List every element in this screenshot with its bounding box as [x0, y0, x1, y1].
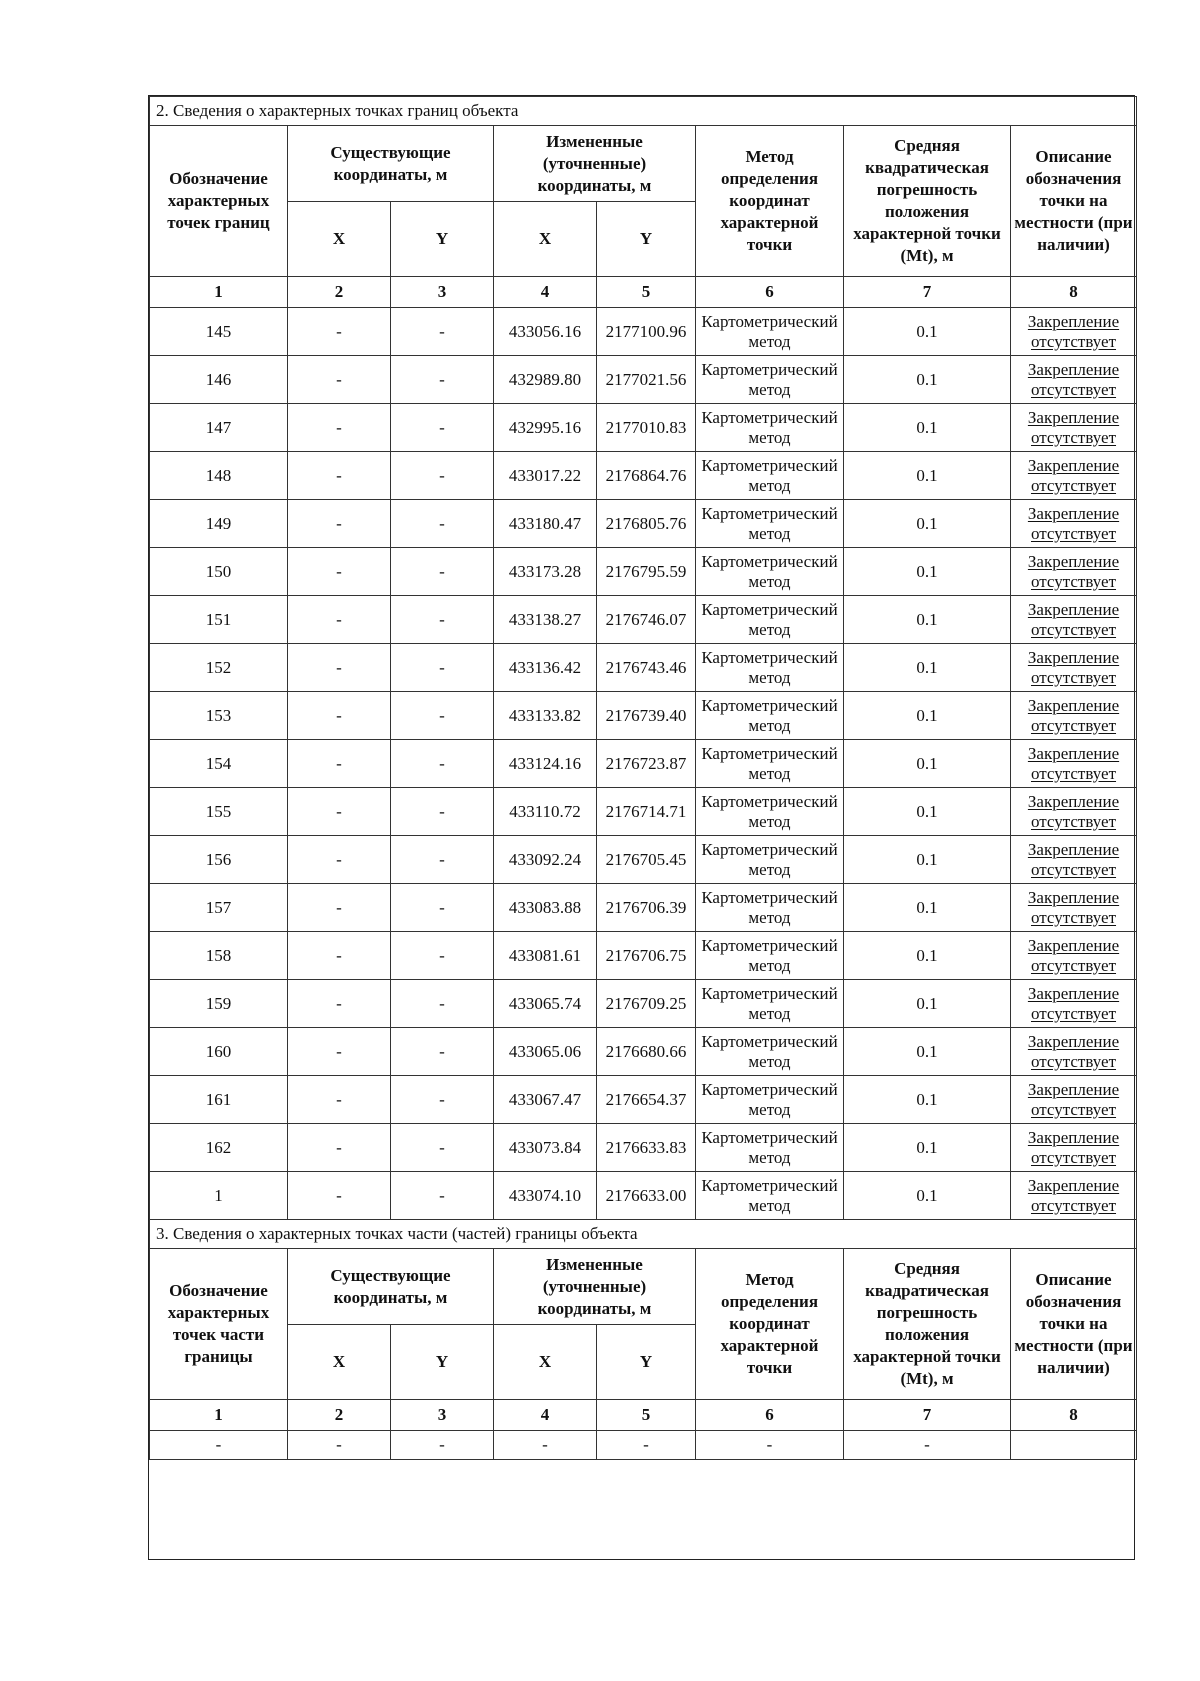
point-cell: 148 — [150, 452, 288, 500]
description-cell: Закрепление отсутствует — [1011, 932, 1137, 980]
col-number: 2 — [288, 277, 391, 308]
error-cell: 0.1 — [844, 596, 1011, 644]
point-cell: 150 — [150, 548, 288, 596]
error-cell: 0.1 — [844, 1076, 1011, 1124]
col-number: 7 — [844, 1400, 1011, 1431]
point-cell: 162 — [150, 1124, 288, 1172]
point-cell: 154 — [150, 740, 288, 788]
existing-x-cell: - — [288, 980, 391, 1028]
existing-y-cell: - — [391, 932, 494, 980]
point-cell: 157 — [150, 884, 288, 932]
document-sheet — [148, 95, 1135, 1560]
section2-rows — [150, 308, 1137, 1220]
table-row — [150, 932, 1137, 980]
existing-y-cell: - — [391, 1124, 494, 1172]
description-cell: Закрепление отсутствует — [1011, 740, 1137, 788]
error-cell: 0.1 — [844, 884, 1011, 932]
table-row — [150, 356, 1137, 404]
existing-y-cell: - — [391, 596, 494, 644]
existing-x-cell: - — [288, 932, 391, 980]
error-cell: 0.1 — [844, 500, 1011, 548]
existing-y-cell: - — [391, 548, 494, 596]
changed-y-cell: 2177100.96 — [597, 308, 696, 356]
changed-y-cell: 2176795.59 — [597, 548, 696, 596]
existing-x-cell: - — [288, 356, 391, 404]
col-number: 2 — [288, 1400, 391, 1431]
column-numbers-row — [150, 277, 1137, 308]
header-existing-y: Y — [391, 1325, 494, 1400]
existing-x-cell: - — [288, 452, 391, 500]
existing-y-cell: - — [391, 356, 494, 404]
header-point: Обозначение характерных точек границ — [150, 126, 288, 277]
existing-x-cell: - — [288, 836, 391, 884]
point-cell: 155 — [150, 788, 288, 836]
point-cell: 146 — [150, 356, 288, 404]
method-cell: Картометрический метод — [696, 548, 844, 596]
table-row — [150, 1076, 1137, 1124]
method-cell: Картометрический метод — [696, 932, 844, 980]
existing-y-cell: - — [391, 980, 494, 1028]
changed-y-cell: 2176746.07 — [597, 596, 696, 644]
method-cell: Картометрический метод — [696, 1124, 844, 1172]
existing-y-cell: - — [391, 884, 494, 932]
table-row — [150, 548, 1137, 596]
empty-cell: - — [597, 1431, 696, 1460]
existing-y-cell: - — [391, 836, 494, 884]
method-cell: Картометрический метод — [696, 980, 844, 1028]
header-description: Описание обозначения точки на местности (при наличии) — [1011, 126, 1137, 277]
error-cell: 0.1 — [844, 308, 1011, 356]
description-cell: Закрепление отсутствует — [1011, 980, 1137, 1028]
description-cell: Закрепление отсутствует — [1011, 308, 1137, 356]
method-cell: Картометрический метод — [696, 356, 844, 404]
header-changed-y: Y — [597, 202, 696, 277]
method-cell: Картометрический метод — [696, 404, 844, 452]
section3-table — [149, 1219, 1137, 1460]
existing-y-cell: - — [391, 1172, 494, 1220]
existing-x-cell: - — [288, 1028, 391, 1076]
header-existing: Существующие координаты, м — [288, 1249, 494, 1325]
method-cell: Картометрический метод — [696, 500, 844, 548]
changed-y-cell: 2176706.39 — [597, 884, 696, 932]
error-cell: 0.1 — [844, 644, 1011, 692]
changed-y-cell: 2176705.45 — [597, 836, 696, 884]
existing-x-cell: - — [288, 404, 391, 452]
point-cell: 158 — [150, 932, 288, 980]
description-cell: Закрепление отсутствует — [1011, 500, 1137, 548]
description-cell: Закрепление отсутствует — [1011, 788, 1137, 836]
description-cell: Закрепление отсутствует — [1011, 452, 1137, 500]
table-row — [150, 308, 1137, 356]
existing-y-cell: - — [391, 644, 494, 692]
col-number: 8 — [1011, 277, 1137, 308]
point-cell: 161 — [150, 1076, 288, 1124]
method-cell: Картометрический метод — [696, 740, 844, 788]
method-cell: Картометрический метод — [696, 1028, 844, 1076]
changed-x-cell: 433067.47 — [494, 1076, 597, 1124]
existing-y-cell: - — [391, 1076, 494, 1124]
error-cell: 0.1 — [844, 836, 1011, 884]
error-cell: 0.1 — [844, 452, 1011, 500]
existing-x-cell: - — [288, 692, 391, 740]
changed-y-cell: 2176743.46 — [597, 644, 696, 692]
method-cell: Картометрический метод — [696, 1076, 844, 1124]
col-number: 3 — [391, 277, 494, 308]
section2-table — [149, 96, 1137, 1220]
header-existing-y: Y — [391, 202, 494, 277]
description-cell: Закрепление отсутствует — [1011, 404, 1137, 452]
error-cell: 0.1 — [844, 404, 1011, 452]
header-description: Описание обозначения точки на местности (при наличии) — [1011, 1249, 1137, 1400]
header-method: Метод определения координат характерной точки — [696, 126, 844, 277]
point-cell: 152 — [150, 644, 288, 692]
method-cell: Картометрический метод — [696, 692, 844, 740]
description-cell: Закрепление отсутствует — [1011, 1028, 1137, 1076]
empty-cell: - — [288, 1431, 391, 1460]
col-number: 8 — [1011, 1400, 1137, 1431]
existing-x-cell: - — [288, 500, 391, 548]
table-row — [150, 740, 1137, 788]
table-row — [150, 452, 1137, 500]
table-row — [150, 788, 1137, 836]
header-error: Средняя квадратическая погрешность положения характерной точки (Mt), м — [844, 126, 1011, 277]
section3-title: 3. Сведения о характерных точках части (частей) границы объекта — [150, 1220, 1137, 1249]
header-changed-x: X — [494, 1325, 597, 1400]
description-cell: Закрепление отсутствует — [1011, 356, 1137, 404]
col-number: 5 — [597, 1400, 696, 1431]
existing-x-cell: - — [288, 1172, 391, 1220]
empty-cell: - — [150, 1431, 288, 1460]
changed-x-cell: 433081.61 — [494, 932, 597, 980]
point-cell: 147 — [150, 404, 288, 452]
existing-x-cell: - — [288, 596, 391, 644]
description-cell: Закрепление отсутствует — [1011, 1076, 1137, 1124]
empty-cell: - — [391, 1431, 494, 1460]
table-row — [150, 404, 1137, 452]
existing-y-cell: - — [391, 692, 494, 740]
method-cell: Картометрический метод — [696, 596, 844, 644]
existing-x-cell: - — [288, 548, 391, 596]
table-row — [150, 1172, 1137, 1220]
header-changed: Измененные (уточненные) координаты, м — [494, 126, 696, 202]
existing-x-cell: - — [288, 740, 391, 788]
error-cell: 0.1 — [844, 1028, 1011, 1076]
changed-x-cell: 433110.72 — [494, 788, 597, 836]
error-cell: 0.1 — [844, 1172, 1011, 1220]
changed-x-cell: 433074.10 — [494, 1172, 597, 1220]
method-cell: Картометрический метод — [696, 788, 844, 836]
description-cell: Закрепление отсутствует — [1011, 1124, 1137, 1172]
changed-x-cell: 433180.47 — [494, 500, 597, 548]
existing-x-cell: - — [288, 884, 391, 932]
point-cell: 156 — [150, 836, 288, 884]
changed-x-cell: 433092.24 — [494, 836, 597, 884]
table-row — [150, 980, 1137, 1028]
header-point: Обозначение характерных точек части границы — [150, 1249, 288, 1400]
method-cell: Картометрический метод — [696, 884, 844, 932]
changed-y-cell: 2176714.71 — [597, 788, 696, 836]
changed-x-cell: 433124.16 — [494, 740, 597, 788]
section2-title: 2. Сведения о характерных точках границ объекта — [150, 97, 1137, 126]
changed-y-cell: 2176633.83 — [597, 1124, 696, 1172]
table-row — [150, 692, 1137, 740]
error-cell: 0.1 — [844, 740, 1011, 788]
header-method: Метод определения координат характерной точки — [696, 1249, 844, 1400]
description-cell: Закрепление отсутствует — [1011, 596, 1137, 644]
col-number: 1 — [150, 277, 288, 308]
changed-y-cell: 2176654.37 — [597, 1076, 696, 1124]
col-number: 4 — [494, 277, 597, 308]
error-cell: 0.1 — [844, 548, 1011, 596]
column-numbers-row — [150, 1400, 1137, 1431]
changed-y-cell: 2176633.00 — [597, 1172, 696, 1220]
existing-x-cell: - — [288, 308, 391, 356]
description-cell: Закрепление отсутствует — [1011, 548, 1137, 596]
changed-y-cell: 2177021.56 — [597, 356, 696, 404]
method-cell: Картометрический метод — [696, 644, 844, 692]
error-cell: 0.1 — [844, 932, 1011, 980]
changed-x-cell: 433017.22 — [494, 452, 597, 500]
changed-y-cell: 2176805.76 — [597, 500, 696, 548]
existing-y-cell: - — [391, 788, 494, 836]
table-row — [150, 836, 1137, 884]
changed-y-cell: 2176864.76 — [597, 452, 696, 500]
point-cell: 145 — [150, 308, 288, 356]
existing-x-cell: - — [288, 1076, 391, 1124]
changed-x-cell: 433083.88 — [494, 884, 597, 932]
table-row — [150, 1028, 1137, 1076]
existing-x-cell: - — [288, 788, 391, 836]
header-changed-x: X — [494, 202, 597, 277]
col-number: 3 — [391, 1400, 494, 1431]
table-row — [150, 1124, 1137, 1172]
changed-y-cell: 2176709.25 — [597, 980, 696, 1028]
point-cell: 153 — [150, 692, 288, 740]
existing-x-cell: - — [288, 1124, 391, 1172]
existing-y-cell: - — [391, 740, 494, 788]
header-existing: Существующие координаты, м — [288, 126, 494, 202]
col-number: 1 — [150, 1400, 288, 1431]
changed-x-cell: 433136.42 — [494, 644, 597, 692]
col-number: 5 — [597, 277, 696, 308]
point-cell: 159 — [150, 980, 288, 1028]
empty-row — [150, 1431, 1137, 1460]
changed-y-cell: 2176706.75 — [597, 932, 696, 980]
changed-x-cell: 433073.84 — [494, 1124, 597, 1172]
changed-x-cell: 433133.82 — [494, 692, 597, 740]
empty-cell: - — [696, 1431, 844, 1460]
method-cell: Картометрический метод — [696, 308, 844, 356]
changed-x-cell: 433065.06 — [494, 1028, 597, 1076]
error-cell: 0.1 — [844, 788, 1011, 836]
col-number: 7 — [844, 277, 1011, 308]
point-cell: 1 — [150, 1172, 288, 1220]
changed-y-cell: 2176723.87 — [597, 740, 696, 788]
table-row — [150, 884, 1137, 932]
point-cell: 160 — [150, 1028, 288, 1076]
changed-y-cell: 2177010.83 — [597, 404, 696, 452]
col-number: 6 — [696, 277, 844, 308]
description-cell: Закрепление отсутствует — [1011, 884, 1137, 932]
existing-x-cell: - — [288, 644, 391, 692]
table-row — [150, 644, 1137, 692]
point-cell: 149 — [150, 500, 288, 548]
existing-y-cell: - — [391, 308, 494, 356]
changed-x-cell: 433173.28 — [494, 548, 597, 596]
point-cell: 151 — [150, 596, 288, 644]
changed-x-cell: 433056.16 — [494, 308, 597, 356]
existing-y-cell: - — [391, 452, 494, 500]
changed-y-cell: 2176739.40 — [597, 692, 696, 740]
error-cell: 0.1 — [844, 980, 1011, 1028]
existing-y-cell: - — [391, 500, 494, 548]
error-cell: 0.1 — [844, 692, 1011, 740]
empty-cell — [1011, 1431, 1137, 1460]
description-cell: Закрепление отсутствует — [1011, 692, 1137, 740]
header-changed: Измененные (уточненные) координаты, м — [494, 1249, 696, 1325]
changed-x-cell: 432989.80 — [494, 356, 597, 404]
method-cell: Картометрический метод — [696, 1172, 844, 1220]
error-cell: 0.1 — [844, 356, 1011, 404]
header-error: Средняя квадратическая погрешность положения характерной точки (Mt), м — [844, 1249, 1011, 1400]
table-row — [150, 596, 1137, 644]
header-existing-x: X — [288, 202, 391, 277]
header-changed-y: Y — [597, 1325, 696, 1400]
changed-y-cell: 2176680.66 — [597, 1028, 696, 1076]
changed-x-cell: 433138.27 — [494, 596, 597, 644]
empty-cell: - — [844, 1431, 1011, 1460]
empty-cell: - — [494, 1431, 597, 1460]
col-number: 6 — [696, 1400, 844, 1431]
error-cell: 0.1 — [844, 1124, 1011, 1172]
method-cell: Картометрический метод — [696, 836, 844, 884]
table-row — [150, 500, 1137, 548]
existing-y-cell: - — [391, 1028, 494, 1076]
description-cell: Закрепление отсутствует — [1011, 644, 1137, 692]
changed-x-cell: 433065.74 — [494, 980, 597, 1028]
method-cell: Картометрический метод — [696, 452, 844, 500]
existing-y-cell: - — [391, 404, 494, 452]
changed-x-cell: 432995.16 — [494, 404, 597, 452]
description-cell: Закрепление отсутствует — [1011, 1172, 1137, 1220]
description-cell: Закрепление отсутствует — [1011, 836, 1137, 884]
header-existing-x: X — [288, 1325, 391, 1400]
col-number: 4 — [494, 1400, 597, 1431]
